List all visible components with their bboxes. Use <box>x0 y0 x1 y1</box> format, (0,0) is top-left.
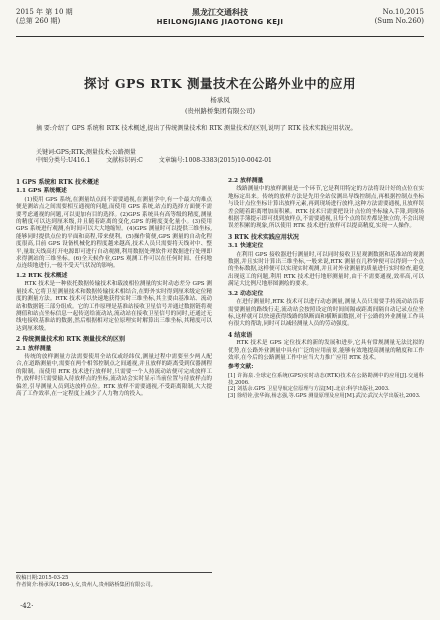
issue-number <box>375 8 424 26</box>
author-bio: 作者简介:杨承凤(1986-),女,贵州人,贵州路桥集团有限公司。 <box>16 582 156 588</box>
footnote <box>16 572 212 589</box>
received-date: 收稿日期:2015-03-25 <box>16 575 69 581</box>
running-header <box>16 6 424 37</box>
section-heading-1: 1 GPS 系统和 RTK 技术概述 <box>16 179 100 186</box>
body-columns <box>16 176 424 568</box>
reference-3: [3] 徐绍铨,张华海,杨志强,等.GPS 测量原理及应用[M].武汉:武汉大学出版社,2003. <box>228 393 421 400</box>
article-number: 文章编号:1008-3383(2015)10-0042-01 <box>158 157 272 164</box>
issue-line1: 2015 年 第 10 期 <box>16 8 73 16</box>
left-column <box>16 176 212 568</box>
paragraph-route-survey: 线路测量中的放样测量是一个环节,它是利用特定的方法将设计好的点位在实地标定出来。传统的放样方法是先用全站仪测出导线控制点,再根据控制点坐标与设计点位坐标计算出放样元素,再到现场进行放样,这种方法需要通视,且放样误差会随着距离增加而积累。RTK 技术只需要把设计点位的坐标输入手簿,到现场根据手簿提示即可找到放样点,不需要通视,且每个点的误差都是独立的,不会出现误差积累的现象,所以使用 RTK 技术进行放样可以提高精度,实现一人操作。 <box>228 186 424 230</box>
page-number: ·42· <box>20 602 34 610</box>
journal-name-cn: 黑龙江交通科技 <box>192 7 248 17</box>
right-column <box>228 176 424 568</box>
subsection-heading-3-1: 3.1 快速定位 <box>228 243 264 250</box>
paragraph-rtk-overview: RTK 技术是一种依托数据传输技术和载波相位测量的实时动态差分 GPS 测量技术,它将卫星测量技术和数据传输技术相结合,在野外实时得到厘米级定位精度的测量方法。RTK 技术可以快速地获得实时三维坐标,其主要由基准站、流动站和数据链三部分组成。它的工作原理是基准站接收卫星信号并通过数据链将观测值和站点坐标信息一起传送给流动站,流动站在接收卫星信号的同时,还通过无线电接收基准站的数据,然后根据相对定位原理实时解算出三维坐标,其精度可以达到厘米级。 <box>16 281 212 332</box>
subsection-heading-3-2: 3.2 动态定位 <box>228 290 264 297</box>
author-affiliation: (贵州路桥集团有限公司) <box>184 107 256 115</box>
keywords: 关键词:GPS;RTK;测量技术;公路测量 <box>36 149 136 156</box>
section-heading-2: 2 传统测量技术和 RTK 测量技术的区别 <box>16 336 126 344</box>
number-line1: No.10,2015 <box>382 8 424 16</box>
journal-name <box>16 7 424 27</box>
classification-line <box>36 157 404 165</box>
paragraph-dynamic-positioning: 在进行测量时,RTK 技术可以进行动态测量,测量人员只需要手持流动站沿着需要测量的路线行走,流动站会按照设定的时间间隔或距离间隔自动记录点位坐标,这样就可以快速获得线路的纵断面和横断面数据,对于公路的外业测量工作具有很大的帮助,同时可以减轻测量人员的劳动强度。 <box>228 299 424 328</box>
paragraph-gps-overview: (1)使用 GPS 系统,在测量结点间不需要通视,在测量学中,有一个最大的难点便是测站点之间需要相互通视的问题,而使用 GPS 系统,站点的选择方面便不需要考虑通视的问题,可以更加有目的选择。(2)GPS 系统具有高等级的精度,测量的精度可以达到厘米级,并且随着距离的变化,GPS 的精度变化量小。(3)使用 GPS 系统进行观测,有时间可以大大地缩短。(4)GPS 测量时可以提供三维坐标,能够同时提供点位的平面和高程,带来便利。(5)操作简便,GPS 测量的自动化程度很高,目前 GPS 设备机械化的程度越来越高,技术人员只需要将天线对中、整平,量取天线高打开电源即可进行自动观测,利用数据处理软件对数据进行处理即求得测站的三维坐标。(6)全天候作业,GPS 观测工作可以在任何时间、任何地点连续地进行,一般不受天气状况的影响。 <box>16 196 212 270</box>
subsection-heading-2-2: 2.2 放样测量 <box>228 178 264 184</box>
reference-1: [1] 许海泉.全球定位系统(GPS)实时动态(RTK)技术在公路勘测中的应用[J].交通科技,2006. <box>228 372 424 386</box>
subsection-heading-1-1: 1.1 GPS 系统概述 <box>16 188 67 195</box>
clc-number: 中图分类号:U416.1 <box>36 157 91 164</box>
paragraph-stakeout: 传统的放样测量方法需要使用全站仪或经纬仪,测量过程中需要至少两人配合,在道路测量中,需要在两个相邻控制点之间通视,并且放样的距离受到仪器测程的限制。而使用 RTK 技术进行放样时,只需要一个人持流动站便可完成放样工作,放样时只需要输入待放样点的坐标,流动站会实时显示当前位置与待放样点的偏差,引导测量人员到达放样点位。RTK 放样不需要通视,不受距离限制,大大提高了工作效率,在一定程度上减少了人力物力的投入。 <box>16 353 212 397</box>
journal-name-en: HEILONGJIANG JIAOTONG KEJI <box>156 18 284 26</box>
number-line2: (Sum No.260) <box>374 17 424 25</box>
document-code: 文献标识码:C <box>106 157 143 164</box>
references-heading: 参考文献: <box>228 364 254 371</box>
paragraph-fast-positioning: 在利用 GPS 接收器进行测量时,可以同时接收卫星观测数据和基准站的观测数据,并且实时计算出三维坐标,一般来说,RTK 测量在几秒钟便可以得到一个点的坐标数据,这样便可以实现实时观测,并且对外业测量的质量进行实时检查,避免出现返工的问题,利用 RTK 技术进行地形测量时,由于不需要通视,效率高,可以满足大比例尺地形图测绘的要求。 <box>228 251 424 288</box>
abstract: 摘 要:介绍了 GPS 系统和 RTK 技术概述,提出了传统测量技术和 RTK 测量技术的区别,说明了 RTK 技术实践应用状况。 <box>36 125 357 132</box>
subsection-heading-1-2: 1.2 RTK 技术概述 <box>16 272 68 279</box>
issue-line2: (总第 260 期) <box>16 17 61 25</box>
section-heading-4: 4 结束语 <box>228 331 253 339</box>
subsection-heading-2-1: 2.1 放样测量 <box>16 345 52 352</box>
article-title: 探讨 GPS RTK 测量技术在公路外业中的应用 <box>84 76 356 91</box>
section-heading-3: 3 RTK 技术实践应用状况 <box>228 233 299 241</box>
reference-2: [2] 刘基余.GPS 卫星导航定位原理与方法[M].北京:科学出版社,2003. <box>228 386 390 393</box>
paragraph-conclusion: RTK 技术是 GPS 定位技术的新的发展和进步,它具有常规测量无法比拟的优势,在公路外业测量中具有广泛的应用前景,能够有效地提高测量的精度和工作效率,在今后的公路测量工作中应当大力推广应用 RTK 技术。 <box>228 340 424 361</box>
article-author: 杨承凤 <box>210 96 230 104</box>
article-metadata <box>36 149 404 165</box>
